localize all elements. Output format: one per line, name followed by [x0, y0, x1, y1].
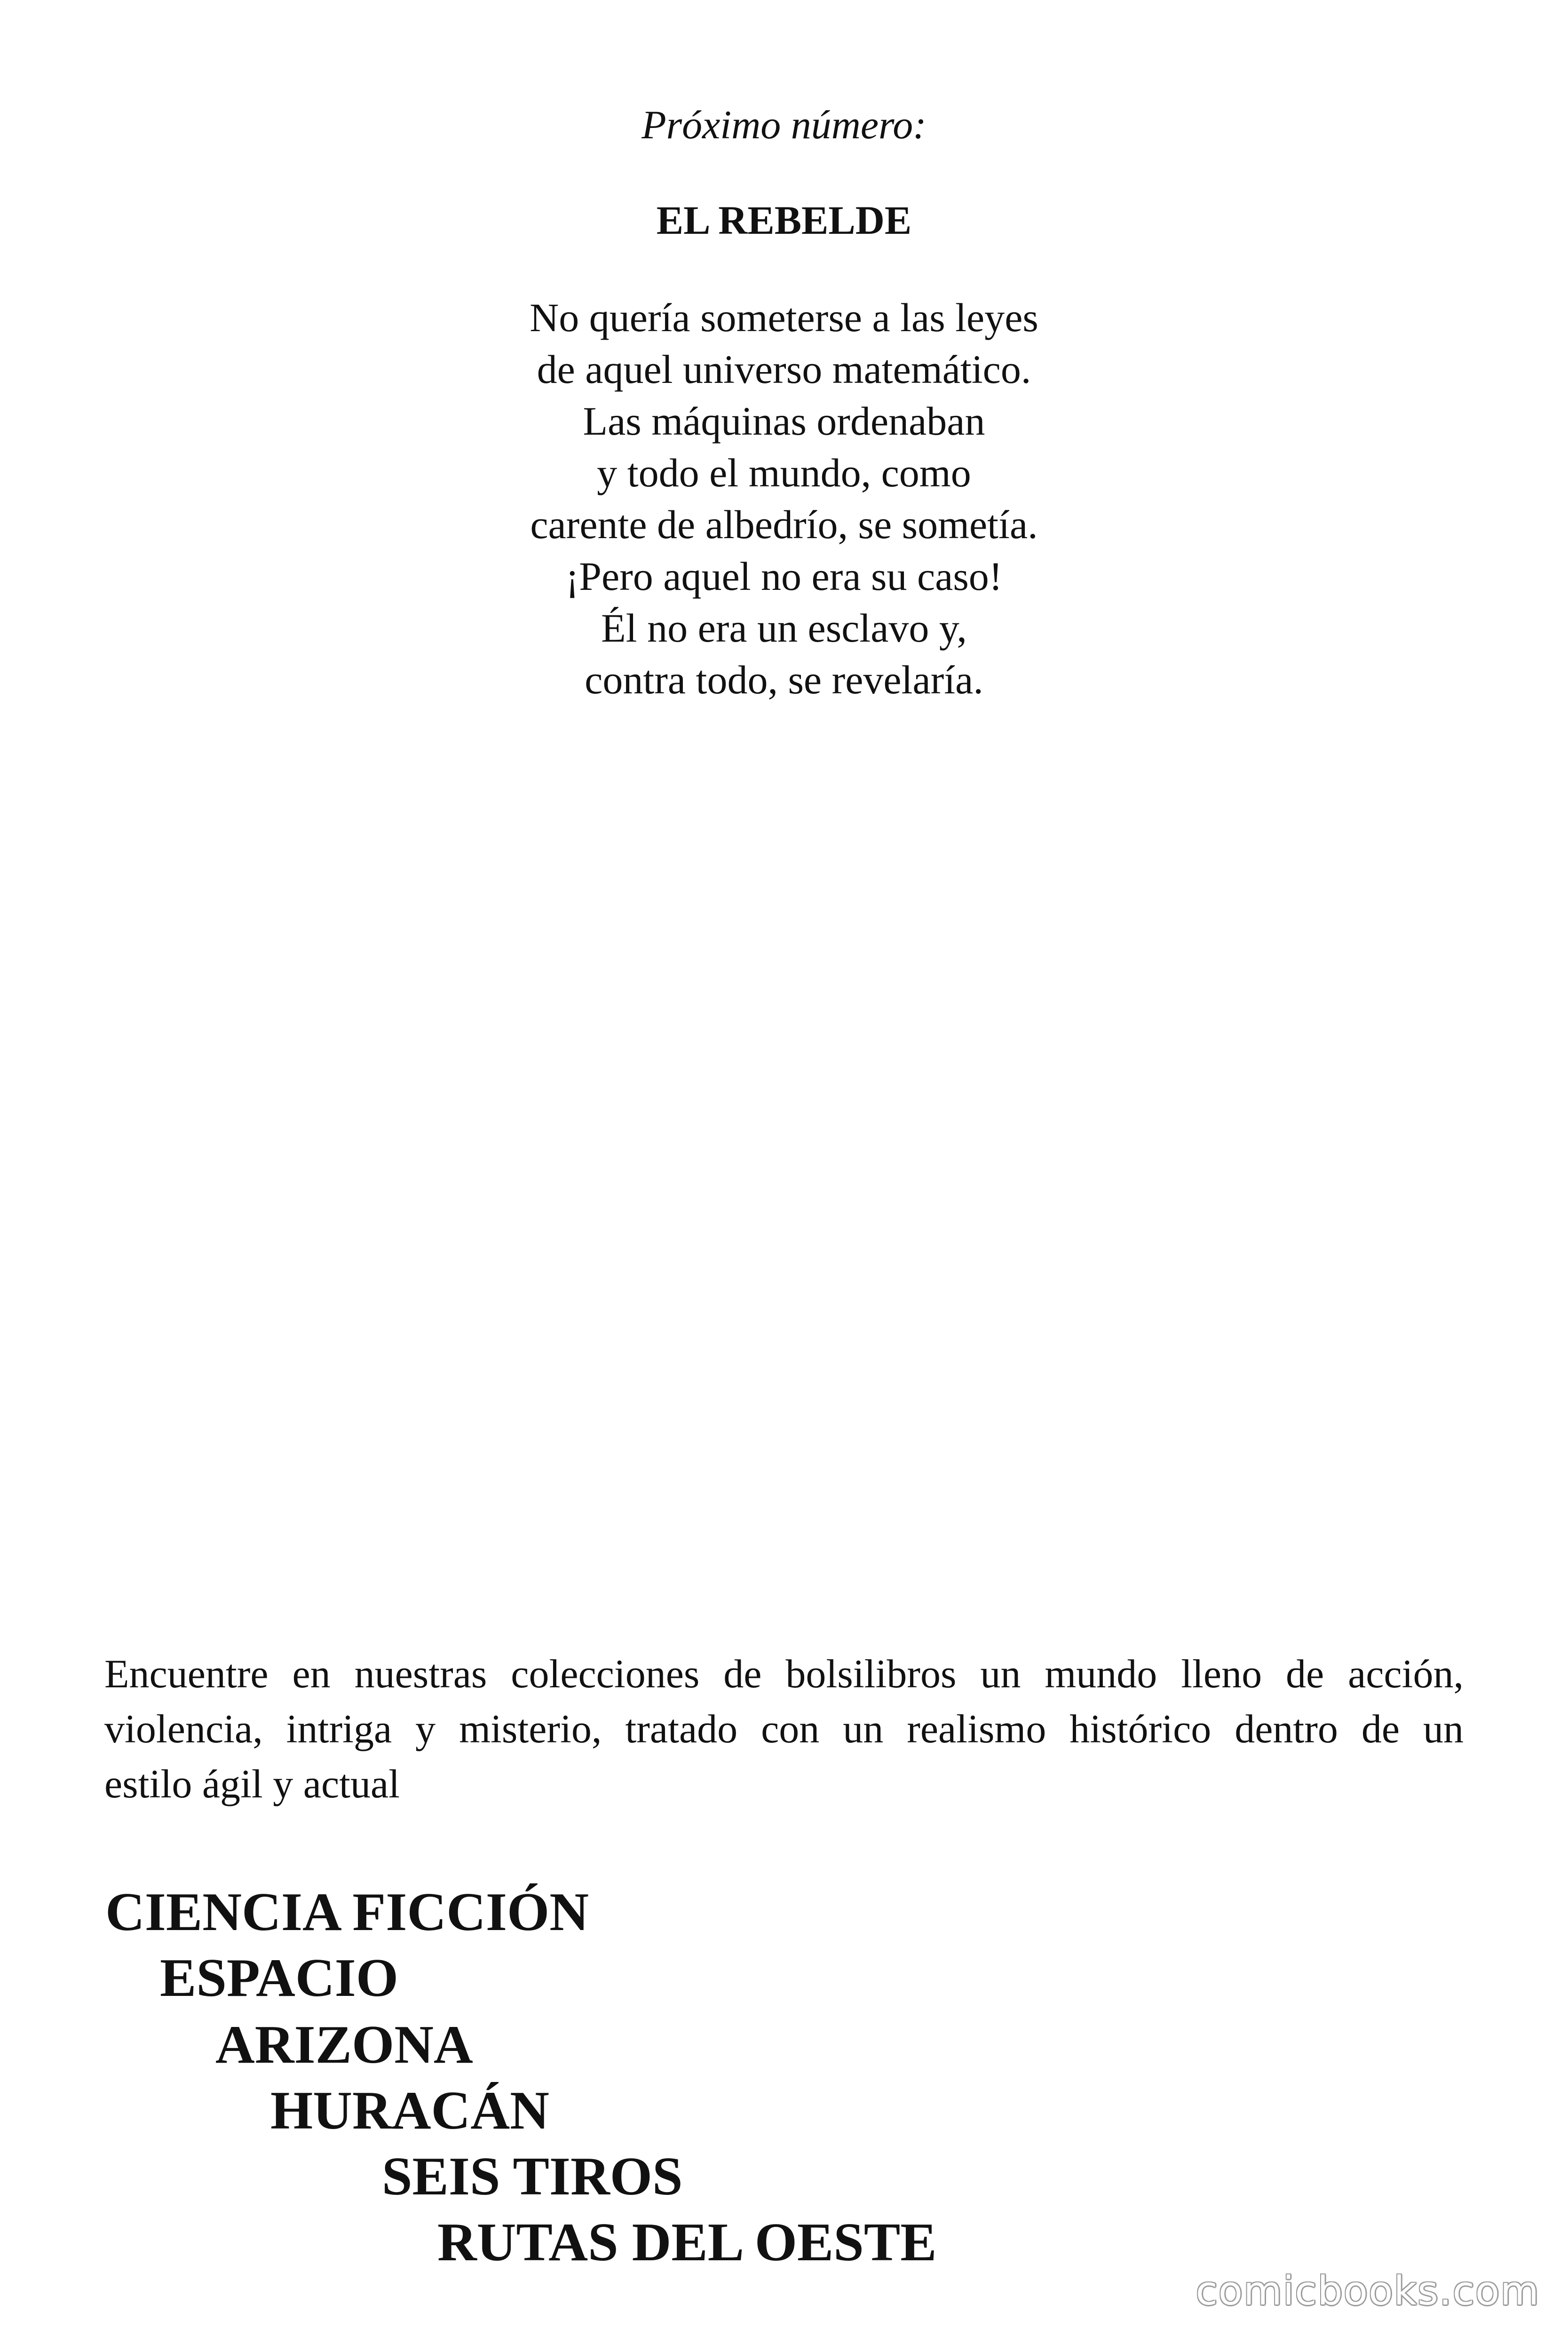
collection-arizona: ARIZONA — [215, 2015, 473, 2075]
synopsis-line: carente de albedrío, se sometía. — [530, 502, 1038, 547]
collection-espacio: ESPACIO — [160, 1948, 399, 2008]
collection-ciencia-ficcion: CIENCIA FICCIÓN — [105, 1882, 589, 1942]
next-issue-title: EL REBELDE — [656, 198, 912, 243]
promo-line: estilo ágil y actual — [104, 1761, 400, 1806]
synopsis-line: de aquel universo matemático. — [537, 347, 1031, 392]
synopsis-line: Las máquinas ordenaban — [583, 398, 985, 444]
collection-rutas-del-oeste: RUTAS DEL OESTE — [437, 2212, 937, 2273]
synopsis-line: y todo el mundo, como — [597, 450, 971, 495]
watermark: comicbooks.com — [1196, 2268, 1540, 2314]
collection-huracan: HURACÁN — [270, 2081, 549, 2141]
next-issue-label: Próximo número: — [641, 102, 927, 147]
promo-line: violencia, intriga y misterio, tratado con un realismo histórico dentro de un — [104, 1706, 1464, 1751]
promo-line: Encuentre en nuestras colecciones de bolsilibros un mundo lleno de acción, — [104, 1651, 1464, 1696]
collection-seis-tiros: SEIS TIROS — [382, 2146, 683, 2207]
synopsis-line: No quería someterse a las leyes — [530, 295, 1038, 340]
synopsis-line: Él no era un esclavo y, — [601, 605, 967, 651]
next-issue-synopsis — [0, 292, 1568, 706]
synopsis-line: contra todo, se revelaría. — [585, 657, 983, 702]
synopsis-line: ¡Pero aquel no era su caso! — [565, 554, 1003, 599]
promo-paragraph — [104, 1646, 1464, 1812]
